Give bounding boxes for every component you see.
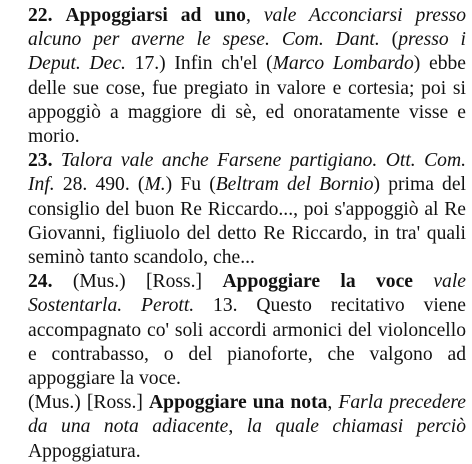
- italic-run: Marco Lombardo: [272, 53, 414, 75]
- entry-number: 24.: [28, 271, 53, 293]
- entry-22: [8, 4, 466, 149]
- entry-text: [28, 150, 466, 268]
- italic-run: presso i Deput. Dec.: [28, 29, 466, 75]
- entry-number: 22.: [28, 5, 53, 26]
- text-run: ) ebbe delle sue cose, fue pregiato in valore e cortesia; poi si appoggiò a maggiore di sè, ed onoratamente visse e morio.: [28, 53, 466, 148]
- text-run: (: [379, 29, 399, 51]
- text-run: [403, 416, 416, 437]
- italic-run: la quale chiamasi: [246, 416, 404, 438]
- text-run: ,: [228, 416, 247, 438]
- headword: Appoggiare la voce: [222, 271, 413, 293]
- entry-text: [28, 5, 466, 147]
- headword: Appoggiare una nota: [149, 392, 328, 414]
- italic-run: vale Sostentarla. Perott.: [28, 271, 466, 317]
- italic-run: vale Acconciarsi presso alcuno per averne le spese. Com. Dant.: [28, 5, 466, 51]
- text-run: ) prima del consiglio del buon Re Riccardo..., poi s'appoggiò al Re Giovanni, figliuolo del detto Re Riccardo, in tra' quali seminò tanto scandolo, che...: [28, 174, 466, 269]
- text-run: 13. Questo recitativo viene accompagnato co' soli accordi armonici del violoncello e contrabasso, o del pianoforte, che valgono ad appoggiare la voce.: [28, 295, 466, 390]
- text-run: ) Fu (: [165, 174, 216, 196]
- italic-run: Farla precedere da una nota adiacente: [28, 392, 466, 438]
- entry-23: [8, 149, 466, 270]
- entry-text: [28, 392, 466, 461]
- entry-text: [28, 271, 466, 389]
- entry-24-continuation: [8, 391, 466, 464]
- dictionary-page: [8, 4, 466, 462]
- italic-run: Beltram del Bornio: [215, 174, 374, 196]
- entry-24: [8, 270, 466, 391]
- entry-number: 23.: [28, 150, 53, 172]
- text-run: (Mus.) [Ross.]: [72, 271, 223, 293]
- italic-run: perciò: [416, 416, 466, 438]
- text-run: 28. 490. (: [54, 174, 145, 196]
- text-run: 17.) Infin ch'el (: [125, 53, 273, 75]
- text-run: ,: [245, 5, 264, 26]
- text-run: Appoggiatura.: [28, 440, 141, 462]
- italic-run: Talora vale anche Farsene partigiano. Ott. Com. Inf.: [28, 150, 466, 196]
- headword: Appoggiarsi ad uno: [65, 5, 246, 26]
- text-run: (Mus.) [Ross.]: [28, 392, 150, 414]
- text-run: ,: [327, 392, 339, 414]
- italic-run: M.: [144, 174, 166, 196]
